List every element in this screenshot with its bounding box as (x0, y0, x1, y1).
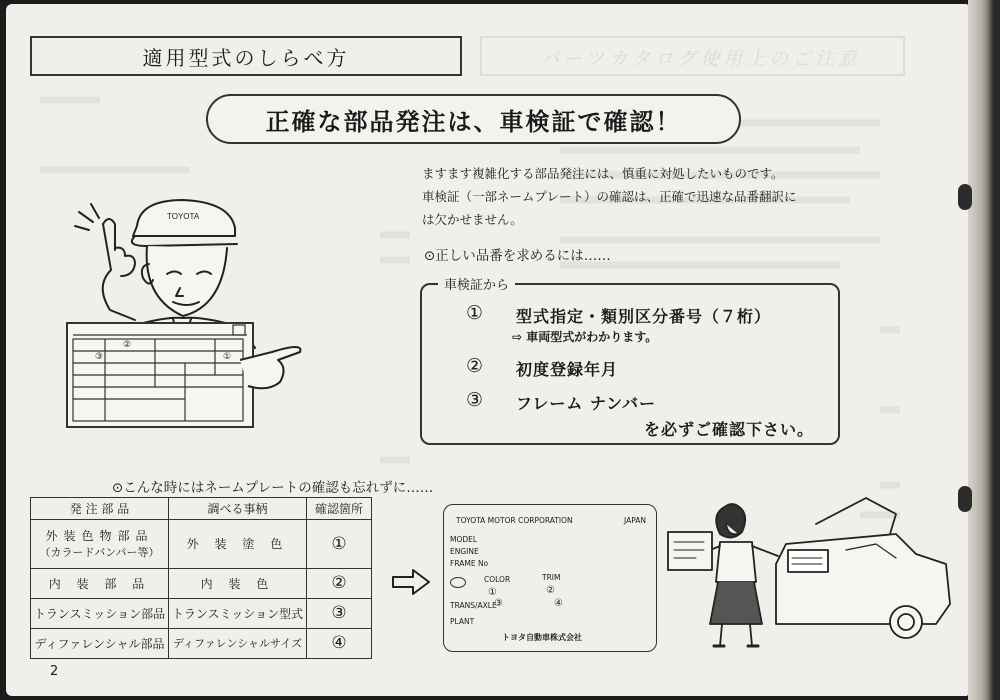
intro-line: は欠かせません。 (422, 212, 523, 227)
plate-number: ③ (494, 598, 503, 609)
table-header-row (31, 498, 372, 520)
section-title: 適用型式のしらべ方 (30, 36, 462, 76)
binder-hole-top (958, 184, 972, 210)
correct-part-heading: ⊙正しい品番を求めるには…… (424, 248, 611, 264)
item-sub-note: ⇨ 車両型式がわかります。 (512, 330, 658, 344)
plate-maker-jp: トヨタ自動車株式会社 (502, 633, 582, 642)
part-name: 外装色物部品 (45, 529, 154, 544)
table-row (31, 520, 372, 569)
plate-color-label: COLOR (484, 575, 511, 584)
part-cell (31, 520, 169, 569)
shaken-info-box (420, 278, 840, 445)
check-location: ④ (307, 628, 372, 658)
plate-number: ② (546, 585, 555, 596)
item-text: 型式指定・類別区分番号（７桁） (516, 307, 772, 326)
plate-number: ① (488, 587, 497, 598)
part-name: 内 装 部 品 (31, 568, 169, 598)
part-name-note: （カラードバンパー等） (39, 546, 160, 560)
plate-trim-label: TRIM (542, 573, 561, 582)
shaken-box-label: 車検証から (438, 274, 515, 293)
final-note: を必ずご確認下さい。 (644, 420, 815, 439)
plate-plant-label: PLANT (450, 617, 475, 626)
table-header: 発 注 部 品 (31, 498, 169, 520)
card-number: ② (123, 340, 132, 350)
table-row (31, 628, 372, 658)
page-binding-edge (968, 0, 1000, 700)
pointing-hand-illustration (238, 338, 308, 398)
vehicle-name-plate (443, 504, 657, 652)
item-text: 初度登録年月 (516, 360, 619, 379)
plate-field-label: FRAME No (450, 559, 489, 568)
plate-field-label: MODEL (450, 535, 478, 544)
woman-and-car-illustration (666, 494, 956, 664)
ghost-title: パーツカタログ使用上のご注意 (540, 48, 862, 70)
plate-field-label: ENGINE (450, 547, 479, 556)
item-number: ① (466, 302, 484, 324)
check-item: ディファレンシャルサイズ (169, 628, 307, 658)
parts-table (30, 497, 372, 659)
plate-transaxle-label: TRANS/AXLE (450, 601, 497, 610)
headline-banner: 正確な部品発注は、車検証で確認！ (206, 94, 741, 144)
check-item: 内 装 色 (169, 568, 307, 598)
table-header: 調べる事柄 (169, 498, 307, 520)
intro-line: 車検証（一部ネームプレート）の確認は、正確で迅速な品番翻訳に (422, 189, 797, 204)
table-row (31, 598, 372, 628)
part-name: ディファレンシャル部品 (31, 628, 169, 658)
cap-logo-text: TOYOTA (167, 212, 200, 221)
registration-card-illustration (65, 321, 265, 431)
check-item: 外 装 塗 色 (169, 520, 307, 569)
plate-rivet (450, 577, 466, 588)
table-row (31, 568, 372, 598)
item-text: フレーム ナンバー (516, 394, 657, 413)
plate-maker-title: TOYOTA MOTOR CORPORATION (456, 516, 573, 525)
right-arrow-icon (391, 568, 431, 596)
table-header: 確認箇所 (307, 498, 372, 520)
item-number: ② (466, 355, 484, 377)
check-location: ③ (307, 598, 372, 628)
page-number: 2 (50, 664, 59, 679)
plate-number: ④ (554, 598, 563, 609)
item-number: ③ (466, 389, 484, 411)
plate-country: JAPAN (624, 516, 646, 525)
check-location: ① (307, 520, 372, 569)
binder-hole-bottom (958, 486, 972, 512)
card-number: ① (223, 352, 232, 362)
intro-paragraph (422, 162, 842, 231)
part-name: トランスミッション部品 (31, 598, 169, 628)
check-item: トランスミッション型式 (169, 598, 307, 628)
card-number: ③ (95, 352, 104, 362)
intro-line: ますます複雑化する部品発注には、慎重に対処したいものです。 (422, 166, 784, 181)
nameplate-heading: ⊙こんな時にはネームプレートの確認も忘れずに…… (112, 480, 434, 496)
check-location: ② (307, 568, 372, 598)
